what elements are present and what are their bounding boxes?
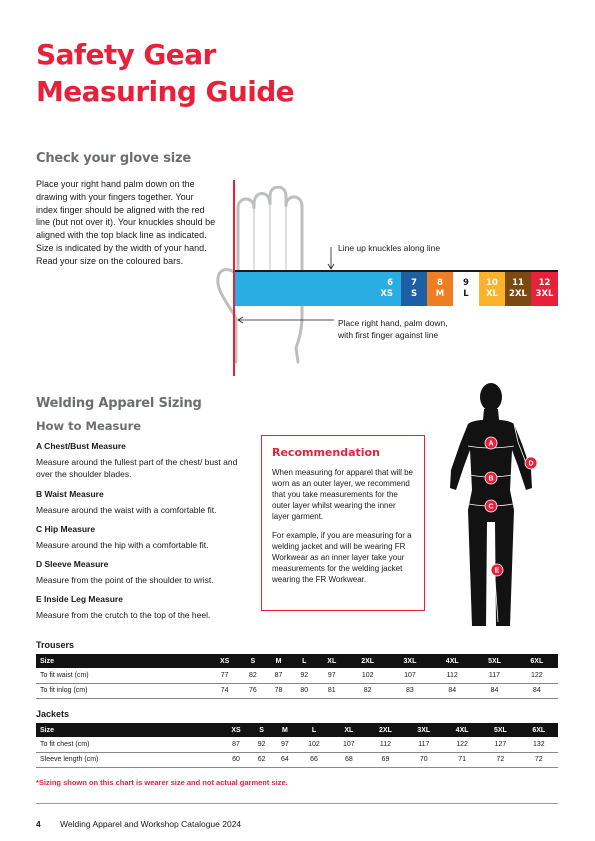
figure-marker-e: E [494,567,500,575]
table-row: Sleeve length (cm) 60 62 64 66 68 69 70 71 72 72 [36,752,558,767]
footer-divider [36,803,558,804]
size-bar-xl: 10 XL [479,272,505,306]
welding-heading: Welding Apparel Sizing [36,396,202,411]
arrow-left-icon [236,316,336,324]
body-measurement-figure [446,382,558,634]
trousers-table [36,654,558,699]
size-bar-m: 8 M [427,272,453,306]
finger-annotation: Place right hand, palm down, with first finger against line [338,318,448,340]
measure-e: E Inside Leg Measure Measure from the crutch to the top of the heel. [36,594,211,620]
recommendation-title: Recommendation [272,446,380,459]
glove-instructions: Place your right hand palm down on the drawing with your fingers together. Your index finger should be aligned with the red line (but not over it). Your knuckles should be aligned with the top black line as indicated. Size is indicated by the width of your hand. Read your size on the coloured bars. [36,179,216,266]
jackets-table [36,723,558,768]
measure-d: D Sleeve Measure Measure from the point of the shoulder to wrist. [36,559,214,585]
glove-heading: Check your glove size [36,151,191,166]
title-line-2: Measuring Guide [36,75,295,108]
recommendation-text-1: When measuring for apparel that will be worn as an outer layer, we recommend that you take measurements for the outer layer whilst wearing the inner layer garment. [272,468,413,521]
sizing-note: *Sizing shown on this chart is wearer size and not actual garment size. [36,778,288,787]
page-number: 4 [36,819,41,829]
figure-marker-d: D [528,460,534,468]
glove-size-bars [235,272,558,306]
page-title [36,36,294,110]
arrow-down-icon [326,247,336,271]
recommendation-text-2: For example, if you are measuring for a welding jacket and will be wearing FR Workwear as an inner layer take your measurements for the welding jacket wearing the FR Workwear. [272,531,412,584]
knuckles-annotation: Line up knuckles along line [338,243,441,253]
measure-b: B Waist Measure Measure around the waist with a comfortable fit. [36,489,217,515]
title-line-1: Safety Gear [36,38,216,71]
size-bar-3xl: 12 3XL [531,272,558,306]
footer-text: Welding Apparel and Workshop Catalogue 2024 [60,819,242,829]
size-bar-l: 9 L [453,272,479,306]
recommendation-box [261,435,425,611]
table-row: To fit inlog (cm) 74 76 78 80 81 82 83 84 84 84 [36,683,558,698]
table-header-row: Size XS S M L XL 2XL 3XL 4XL 5XL 6XL [36,654,558,668]
size-bar-xs: 6 XS [235,272,401,306]
figure-marker-c: C [488,503,494,511]
size-bar-2xl: 11 2XL [505,272,531,306]
measure-a: A Chest/Bust Measure Measure around the fullest part of the chest/ bust and over the shoulder blades. [36,441,238,479]
table-header-row: Size XS S M L XL 2XL 3XL 4XL 5XL 6XL [36,723,558,737]
how-to-measure-heading: How to Measure [36,419,142,433]
measure-c: C Hip Measure Measure around the hip with a comfortable fit. [36,524,209,550]
figure-marker-b: B [488,475,494,483]
table-row: To fit chest (cm) 87 92 97 102 107 112 117 122 127 132 [36,737,558,752]
size-bar-s: 7 S [401,272,427,306]
table-row: To fit waist (cm) 77 82 87 92 97 102 107 112 117 122 [36,668,558,683]
figure-marker-a: A [488,440,494,448]
trousers-title: Trousers [36,640,75,650]
jackets-title: Jackets [36,709,70,719]
